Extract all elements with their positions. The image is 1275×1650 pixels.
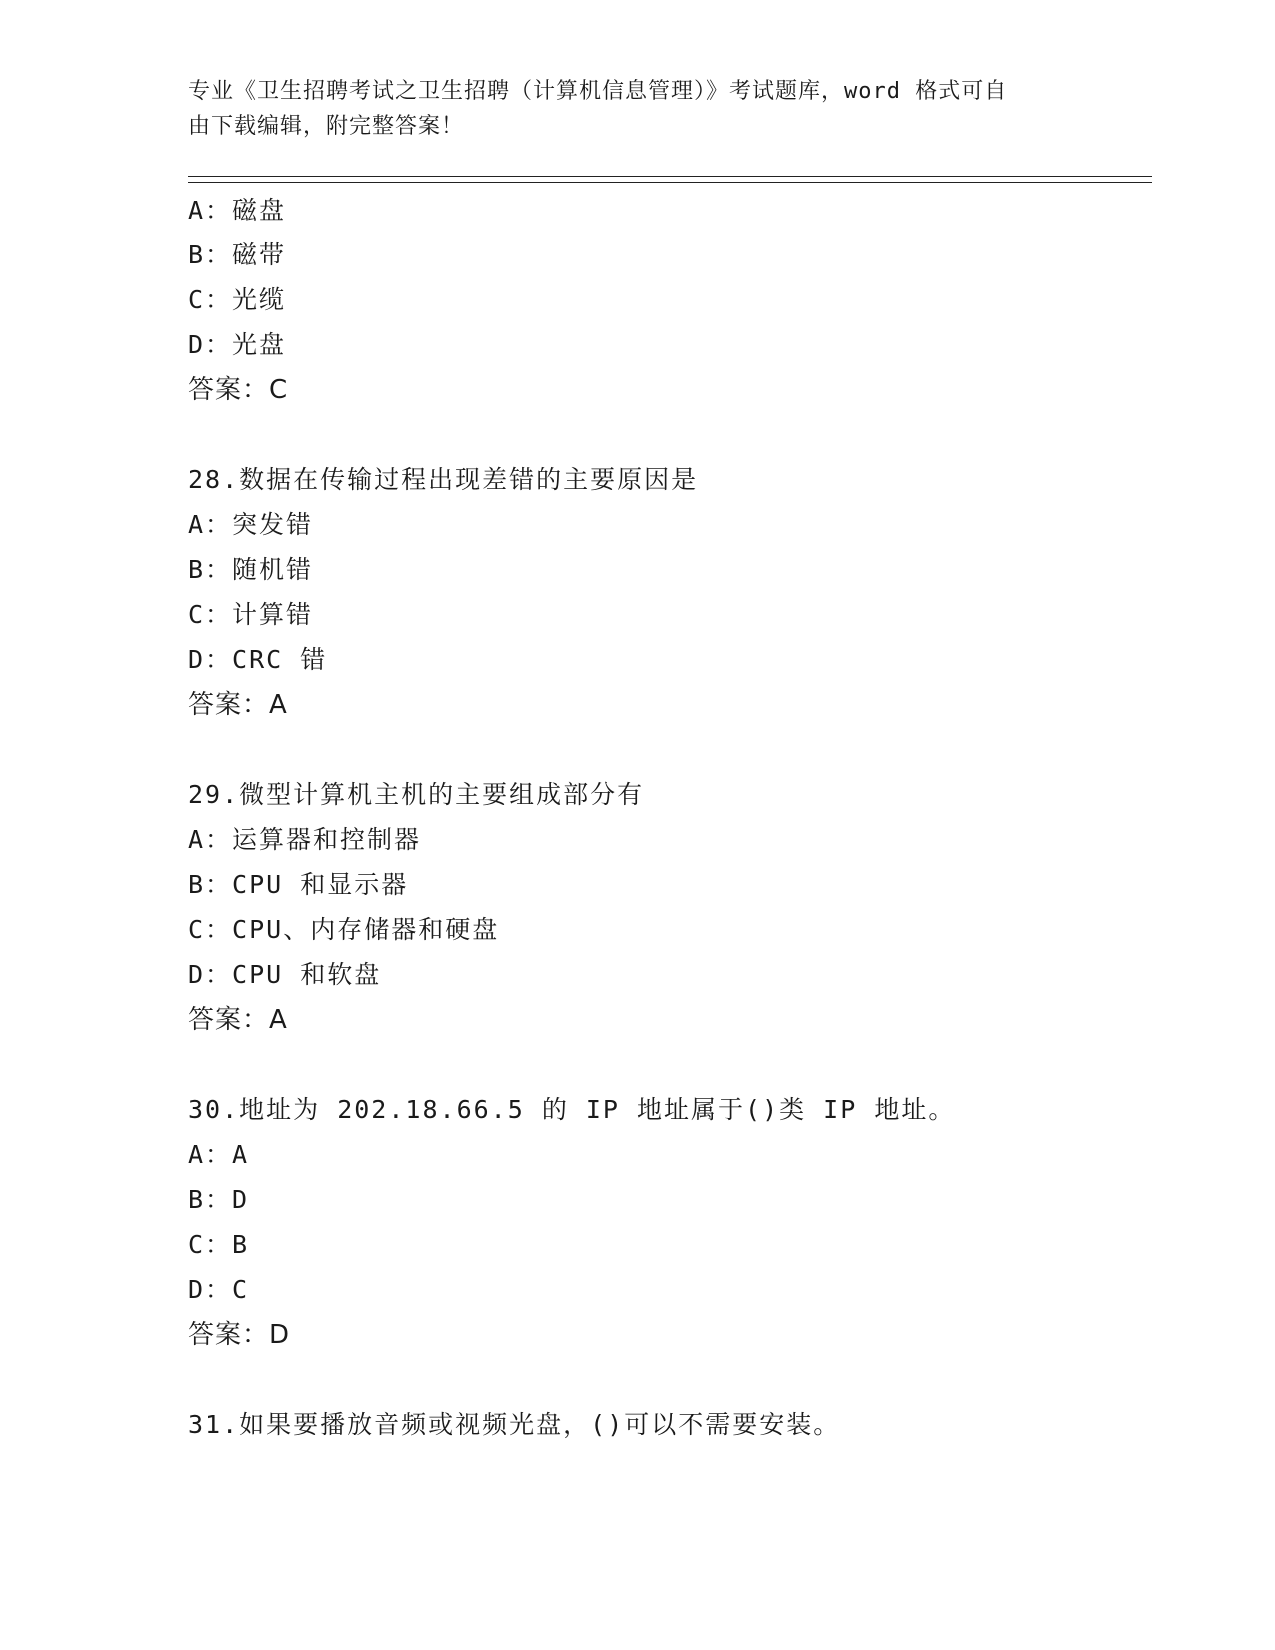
q27-option-c: C：光缆 <box>188 285 287 314</box>
q28-option-a: A：突发错 <box>188 510 314 539</box>
document-header <box>188 74 1068 144</box>
q30-option-b: B：D <box>188 1185 250 1214</box>
q27-option-a: A：磁盘 <box>188 196 287 225</box>
q28-option-c: C：计算错 <box>188 600 314 629</box>
q29-answer: 答案：A <box>188 1005 288 1035</box>
q30-option-c: C：B <box>188 1230 250 1259</box>
q28-answer: 答案：A <box>188 690 288 720</box>
q27-option-d: D：光盘 <box>188 330 287 359</box>
q27-answer: 答案：C <box>188 375 289 405</box>
q31-stem: 31.如果要播放音频或视频光盘，()可以不需要安装。 <box>188 1410 841 1439</box>
q28-option-d: D：CRC 错 <box>188 645 328 674</box>
q30-option-a: A：A <box>188 1140 250 1169</box>
q29-option-c: C：CPU、内存储器和硬盘 <box>188 915 500 944</box>
q30-stem: 30.地址为 202.18.66.5 的 IP 地址属于()类 IP 地址。 <box>188 1095 956 1124</box>
q29-option-d: D：CPU 和软盘 <box>188 960 382 989</box>
q29-stem: 29.微型计算机主机的主要组成部分有 <box>188 780 645 809</box>
q28-stem: 28.数据在传输过程出现差错的主要原因是 <box>188 465 699 494</box>
q29-option-b: B：CPU 和显示器 <box>188 870 409 899</box>
q29-option-a: A：运算器和控制器 <box>188 825 422 854</box>
q28-option-b: B：随机错 <box>188 555 314 584</box>
q30-answer: 答案：D <box>188 1320 291 1350</box>
q30-option-d: D：C <box>188 1275 250 1304</box>
q27-option-b: B：磁带 <box>188 240 287 269</box>
header-divider-bottom <box>188 182 1152 183</box>
header-line-2: 由下载编辑，附完整答案！ <box>188 114 465 139</box>
header-divider-top <box>188 176 1152 177</box>
header-line-1: 专业《卫生招聘考试之卫生招聘（计算机信息管理）》考试题库，word 格式可自 <box>188 79 1008 104</box>
